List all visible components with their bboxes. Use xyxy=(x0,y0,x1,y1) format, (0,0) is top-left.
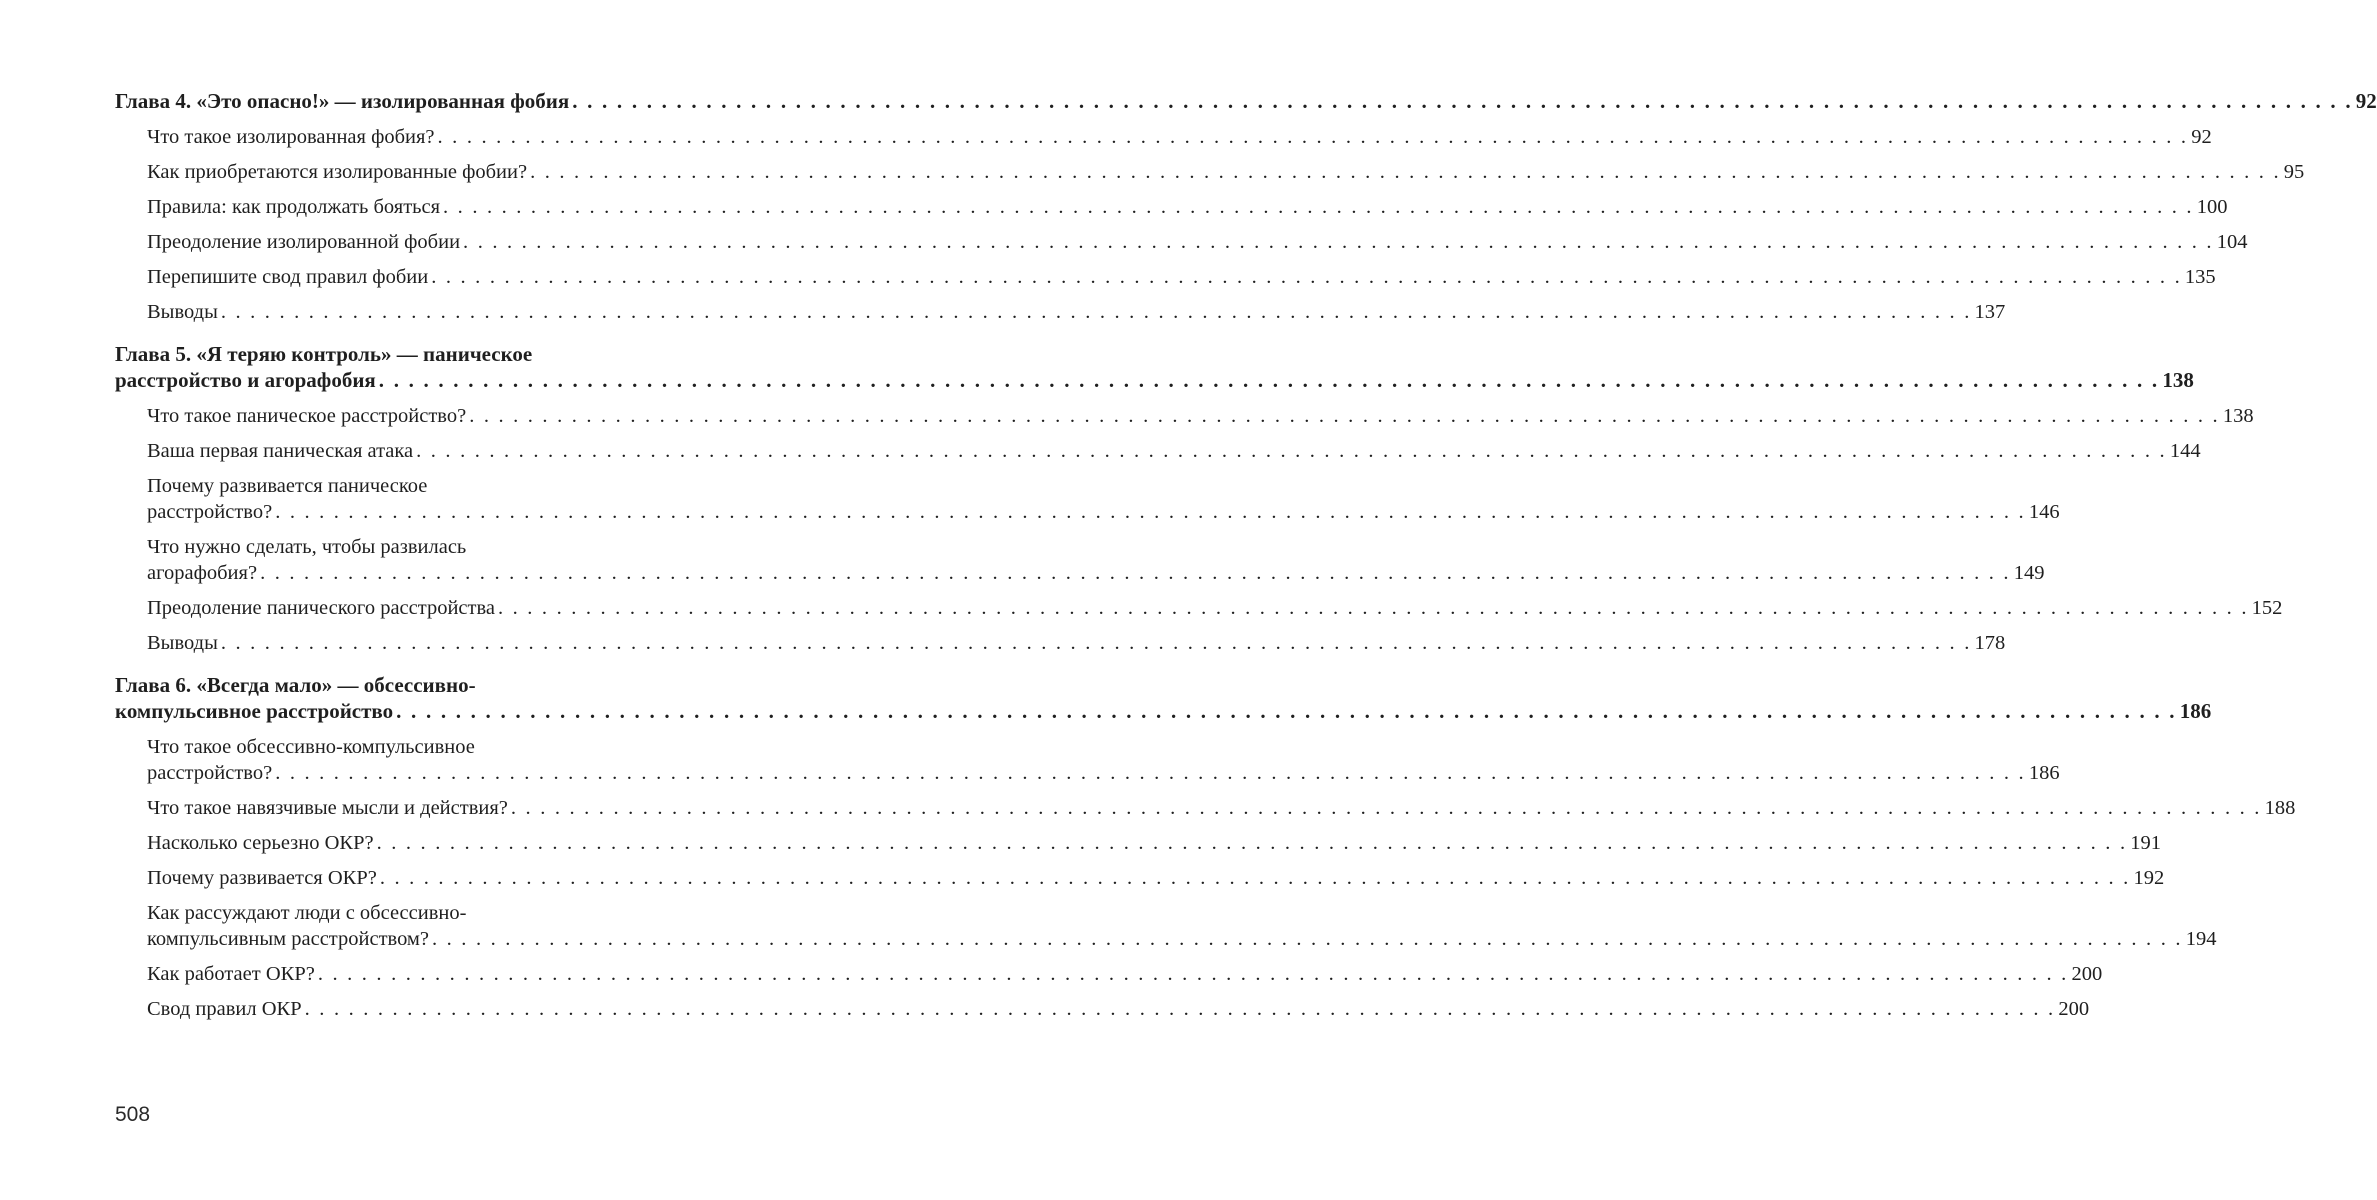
entry-leader-line xyxy=(147,996,2090,1022)
toc-entry xyxy=(115,996,2090,1022)
entry-page-number: 137 xyxy=(1974,301,2006,323)
entry-text-line: Как приобретаются изолированные фобии? xyxy=(147,161,528,183)
dot-leader: . . . . . . . . . . . . . . . . . . . . . . . . . . . . . . . . . . . . . . . . . . . . . . . . . . . . . . . . . . . . . . . . . . . . . . . . . . . . . . . . . . . . . . . . . . . . . . . . . . . . . . . . . . . . . . . . . . . . . . . . xyxy=(396,699,2177,723)
toc-entry xyxy=(115,438,2201,464)
entry-leader-line xyxy=(147,760,2060,786)
entry-page-number: 92 xyxy=(2191,126,2212,148)
entry-text-line: Перепишите свод правил фобии xyxy=(147,266,429,288)
entry-text-line: Что такое паническое расстройство? xyxy=(147,405,467,427)
chapter-page-number: 138 xyxy=(2162,368,2194,392)
chapter-page-number: 92 xyxy=(2355,89,2377,113)
entry-text-line: Что такое навязчивые мысли и действия? xyxy=(147,797,508,819)
chapter-text-line: расстройство и агорафобия xyxy=(115,368,376,392)
entry-leader-line xyxy=(147,124,2212,150)
toc-entry xyxy=(115,473,2060,525)
toc-entry xyxy=(115,264,2216,290)
dot-leader: . . . . . . . . . . . . . . . . . . . . . . . . . . . . . . . . . . . . . . . . . . . . . . . . . . . . . . . . . . . . . . . . . . . . . . . . . . . . . . . . . . . . . . . . . . . . . . . . . . . . . . . . . . . . . . . . . . . . . . . . xyxy=(432,928,2183,950)
entry-page-number: 152 xyxy=(2251,597,2283,619)
entry-page-number: 95 xyxy=(2283,161,2305,183)
entry-page-number: 200 xyxy=(2058,998,2090,1020)
entry-leader-line xyxy=(147,865,2165,891)
entry-leader-line xyxy=(147,630,2006,656)
entry-text-line: Выводы xyxy=(147,301,218,323)
entry-leader-line xyxy=(147,264,2216,290)
chapter-text-line: Глава 6. «Всегда мало» — обсессивно- xyxy=(115,673,476,697)
chapter-text-line: компульсивное расстройство xyxy=(115,699,394,723)
dot-leader: . . . . . . . . . . . . . . . . . . . . . . . . . . . . . . . . . . . . . . . . . . . . . . . . . . . . . . . . . . . . . . . . . . . . . . . . . . . . . . . . . . . . . . . . . . . . . . . . . . . . . . . . . . . . . . . . . . . . . . . . xyxy=(275,501,2026,523)
toc-entry xyxy=(115,900,2217,952)
entry-page-number: 178 xyxy=(1974,632,2006,654)
dot-leader: . . . . . . . . . . . . . . . . . . . . . . . . . . . . . . . . . . . . . . . . . . . . . . . . . . . . . . . . . . . . . . . . . . . . . . . . . . . . . . . . . . . . . . . . . . . . . . . . . . . . . . . . . . . . . . . . . . . . . . . . xyxy=(260,562,2011,584)
toc-entry xyxy=(115,630,2006,656)
entry-page-number: 149 xyxy=(2013,562,2045,584)
entry-page-number: 138 xyxy=(2222,405,2254,427)
dot-leader: . . . . . . . . . . . . . . . . . . . . . . . . . . . . . . . . . . . . . . . . . . . . . . . . . . . . . . . . . . . . . . . . . . . . . . . . . . . . . . . . . . . . . . . . . . . . . . . . . . . . . . . . . . . . . . . . . . . . . . . . xyxy=(572,89,2353,113)
entry-text-line: Свод правил ОКР xyxy=(147,998,302,1020)
entry-text-line: Как рассуждают люди с обсессивно- xyxy=(147,902,467,924)
dot-leader: . . . . . . . . . . . . . . . . . . . . . . . . . . . . . . . . . . . . . . . . . . . . . . . . . . . . . . . . . . . . . . . . . . . . . . . . . . . . . . . . . . . . . . . . . . . . . . . . . . . . . . . . . . . . . . . . . . . . . . . . xyxy=(431,266,2182,288)
dot-leader: . . . . . . . . . . . . . . . . . . . . . . . . . . . . . . . . . . . . . . . . . . . . . . . . . . . . . . . . . . . . . . . . . . . . . . . . . . . . . . . . . . . . . . . . . . . . . . . . . . . . . . . . . . . . . . . . . . . . . . . . xyxy=(304,998,2056,1020)
chapter-page-number: 186 xyxy=(2179,699,2212,723)
entry-text-line: агорафобия? xyxy=(147,562,258,584)
chapter-section xyxy=(115,341,2283,656)
entry-leader-line xyxy=(147,595,2283,621)
chapter-text-line: Глава 5. «Я теряю контроль» — паническое xyxy=(115,342,533,366)
toc-entry xyxy=(115,795,2296,821)
chapter-section xyxy=(115,672,2296,1022)
entry-page-number: 146 xyxy=(2028,501,2060,523)
entry-text-line: Ваша первая паническая атака xyxy=(147,440,414,462)
toc-entry xyxy=(115,124,2212,150)
entry-leader-line xyxy=(147,961,2103,987)
entry-leader-line xyxy=(147,499,2060,525)
dot-leader: . . . . . . . . . . . . . . . . . . . . . . . . . . . . . . . . . . . . . . . . . . . . . . . . . . . . . . . . . . . . . . . . . . . . . . . . . . . . . . . . . . . . . . . . . . . . . . . . . . . . . . . . . . . . . . . . . . . . . . . . xyxy=(530,161,2281,183)
entry-text-line: Насколько серьезно ОКР? xyxy=(147,832,374,854)
toc-entry xyxy=(115,865,2165,891)
entry-page-number: 194 xyxy=(2185,928,2217,950)
dot-leader: . . . . . . . . . . . . . . . . . . . . . . . . . . . . . . . . . . . . . . . . . . . . . . . . . . . . . . . . . . . . . . . . . . . . . . . . . . . . . . . . . . . . . . . . . . . . . . . . . . . . . . . . . . . . . . . . . . . . . . . . xyxy=(416,440,2167,462)
toc-entry xyxy=(115,229,2248,255)
dot-leader: . . . . . . . . . . . . . . . . . . . . . . . . . . . . . . . . . . . . . . . . . . . . . . . . . . . . . . . . . . . . . . . . . . . . . . . . . . . . . . . . . . . . . . . . . . . . . . . . . . . . . . . . . . . . . . . . . . . . . . . . xyxy=(443,196,2194,218)
entry-text-line: Преодоление панического расстройства xyxy=(147,597,495,619)
entry-leader-line xyxy=(147,795,2296,821)
dot-leader: . . . . . . . . . . . . . . . . . . . . . . . . . . . . . . . . . . . . . . . . . . . . . . . . . . . . . . . . . . . . . . . . . . . . . . . . . . . . . . . . . . . . . . . . . . . . . . . . . . . . . . . . . . . . . . . . . . . . . . . . xyxy=(463,231,2214,253)
entry-leader-line xyxy=(147,926,2217,952)
chapter-text-line: Глава 4. «Это опасно!» — изолированная фобия xyxy=(115,89,570,113)
entry-page-number: 186 xyxy=(2028,762,2060,784)
dot-leader: . . . . . . . . . . . . . . . . . . . . . . . . . . . . . . . . . . . . . . . . . . . . . . . . . . . . . . . . . . . . . . . . . . . . . . . . . . . . . . . . . . . . . . . . . . . . . . . . . . . . . . . . . . . . . . . . . . . . . . . . xyxy=(376,832,2128,854)
entry-leader-line xyxy=(147,438,2201,464)
entry-text-line: Что такое изолированная фобия? xyxy=(147,126,435,148)
entry-leader-line xyxy=(147,560,2045,586)
toc-entry xyxy=(115,534,2045,586)
toc-entry xyxy=(115,159,2305,185)
entry-page-number: 104 xyxy=(2216,231,2248,253)
entry-page-number: 135 xyxy=(2184,266,2216,288)
entry-leader-line xyxy=(147,403,2254,429)
entry-page-number: 100 xyxy=(2196,196,2228,218)
entry-text-line: расстройство? xyxy=(147,501,273,523)
entry-text-line: Почему развивается паническое xyxy=(147,475,428,497)
toc-entry xyxy=(115,194,2228,220)
entry-text-line: Что нужно сделать, чтобы развилась xyxy=(147,536,467,558)
entry-text-line: компульсивным расстройством? xyxy=(147,928,429,950)
toc-entry xyxy=(115,961,2103,987)
entry-leader-line xyxy=(147,194,2228,220)
entry-page-number: 192 xyxy=(2133,867,2165,889)
dot-leader: . . . . . . . . . . . . . . . . . . . . . . . . . . . . . . . . . . . . . . . . . . . . . . . . . . . . . . . . . . . . . . . . . . . . . . . . . . . . . . . . . . . . . . . . . . . . . . . . . . . . . . . . . . . . . . . . . . . . . . . . xyxy=(510,797,2262,819)
dot-leader: . . . . . . . . . . . . . . . . . . . . . . . . . . . . . . . . . . . . . . . . . . . . . . . . . . . . . . . . . . . . . . . . . . . . . . . . . . . . . . . . . . . . . . . . . . . . . . . . . . . . . . . . . . . . . . . . . . . . . . . . xyxy=(469,405,2220,427)
dot-leader: . . . . . . . . . . . . . . . . . . . . . . . . . . . . . . . . . . . . . . . . . . . . . . . . . . . . . . . . . . . . . . . . . . . . . . . . . . . . . . . . . . . . . . . . . . . . . . . . . . . . . . . . . . . . . . . . . . . . . . . . xyxy=(378,368,2160,392)
dot-leader: . . . . . . . . . . . . . . . . . . . . . . . . . . . . . . . . . . . . . . . . . . . . . . . . . . . . . . . . . . . . . . . . . . . . . . . . . . . . . . . . . . . . . . . . . . . . . . . . . . . . . . . . . . . . . . . . . . . . . . . . xyxy=(220,301,1972,323)
chapter-heading xyxy=(115,341,2194,393)
toc-entry xyxy=(115,734,2060,786)
entry-text-line: расстройство? xyxy=(147,762,273,784)
page-number: 508 xyxy=(115,1103,151,1126)
chapter-section xyxy=(115,88,2377,325)
chapter-leader-line xyxy=(115,698,2212,724)
entry-text-line: Правила: как продолжать бояться xyxy=(147,196,441,218)
entry-leader-line xyxy=(147,830,2162,856)
entry-text-line: Почему развивается ОКР? xyxy=(147,867,377,889)
entry-page-number: 200 xyxy=(2071,963,2103,985)
toc-entry xyxy=(115,595,2283,621)
entry-leader-line xyxy=(147,229,2248,255)
entry-text-line: Преодоление изолированной фобии xyxy=(147,231,461,253)
entry-page-number: 144 xyxy=(2169,440,2201,462)
entry-text-line: Выводы xyxy=(147,632,218,654)
dot-leader: . . . . . . . . . . . . . . . . . . . . . . . . . . . . . . . . . . . . . . . . . . . . . . . . . . . . . . . . . . . . . . . . . . . . . . . . . . . . . . . . . . . . . . . . . . . . . . . . . . . . . . . . . . . . . . . . . . . . . . . . xyxy=(275,762,2026,784)
entry-text-line: Как работает ОКР? xyxy=(147,963,315,985)
toc-entry xyxy=(115,403,2254,429)
entry-page-number: 188 xyxy=(2264,797,2296,819)
chapter-heading xyxy=(115,88,2377,114)
chapter-leader-line xyxy=(115,367,2194,393)
dot-leader: . . . . . . . . . . . . . . . . . . . . . . . . . . . . . . . . . . . . . . . . . . . . . . . . . . . . . . . . . . . . . . . . . . . . . . . . . . . . . . . . . . . . . . . . . . . . . . . . . . . . . . . . . . . . . . . . . . . . . . . . xyxy=(220,632,1972,654)
chapter-leader-line xyxy=(115,88,2377,114)
entry-text-line: Что такое обсессивно-компульсивное xyxy=(147,736,475,758)
entry-page-number: 191 xyxy=(2130,832,2162,854)
dot-leader: . . . . . . . . . . . . . . . . . . . . . . . . . . . . . . . . . . . . . . . . . . . . . . . . . . . . . . . . . . . . . . . . . . . . . . . . . . . . . . . . . . . . . . . . . . . . . . . . . . . . . . . . . . . . . . . . . . . . . . . . xyxy=(437,126,2189,148)
entry-leader-line xyxy=(147,159,2305,185)
table-of-contents xyxy=(115,88,2377,1038)
chapter-heading xyxy=(115,672,2212,724)
entry-leader-line xyxy=(147,299,2006,325)
dot-leader: . . . . . . . . . . . . . . . . . . . . . . . . . . . . . . . . . . . . . . . . . . . . . . . . . . . . . . . . . . . . . . . . . . . . . . . . . . . . . . . . . . . . . . . . . . . . . . . . . . . . . . . . . . . . . . . . . . . . . . . . xyxy=(317,963,2069,985)
dot-leader: . . . . . . . . . . . . . . . . . . . . . . . . . . . . . . . . . . . . . . . . . . . . . . . . . . . . . . . . . . . . . . . . . . . . . . . . . . . . . . . . . . . . . . . . . . . . . . . . . . . . . . . . . . . . . . . . . . . . . . . . xyxy=(379,867,2131,889)
dot-leader: . . . . . . . . . . . . . . . . . . . . . . . . . . . . . . . . . . . . . . . . . . . . . . . . . . . . . . . . . . . . . . . . . . . . . . . . . . . . . . . . . . . . . . . . . . . . . . . . . . . . . . . . . . . . . . . . . . . . . . . . xyxy=(497,597,2249,619)
toc-entry xyxy=(115,830,2162,856)
toc-entry xyxy=(115,299,2006,325)
